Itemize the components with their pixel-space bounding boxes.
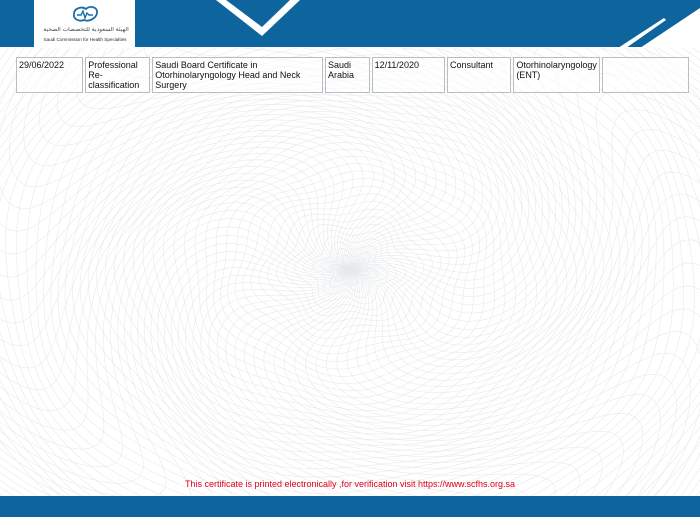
- rank-cell: Consultant: [447, 57, 511, 93]
- verification-note: This certificate is printed electronically ,for verification visit https://www.scfhs.org.sa: [184, 479, 516, 489]
- specialty-cell: Otorhinolaryngology (ENT): [513, 57, 600, 93]
- country-cell: Saudi Arabia: [325, 57, 370, 93]
- logo-mark-icon: [70, 4, 100, 24]
- logo-english-text: Saudi Commission for Health Specialties: [43, 37, 127, 42]
- footer-band: [0, 496, 700, 517]
- table-row: [16, 57, 689, 93]
- qualification-cell: Saudi Board Certificate in Otorhinolaryngology Head and Neck Surgery: [152, 57, 323, 93]
- issue-date-cell: 12/11/2020: [372, 57, 445, 93]
- certificate-table: [14, 55, 691, 95]
- logo: [34, 0, 135, 48]
- type-cell: Professional Re-classification: [85, 57, 150, 93]
- date-cell: 29/06/2022: [16, 57, 83, 93]
- empty-cell: [602, 57, 689, 93]
- logo-arabic-text: الهيئة السعودية للتخصصات الصحية: [43, 27, 129, 33]
